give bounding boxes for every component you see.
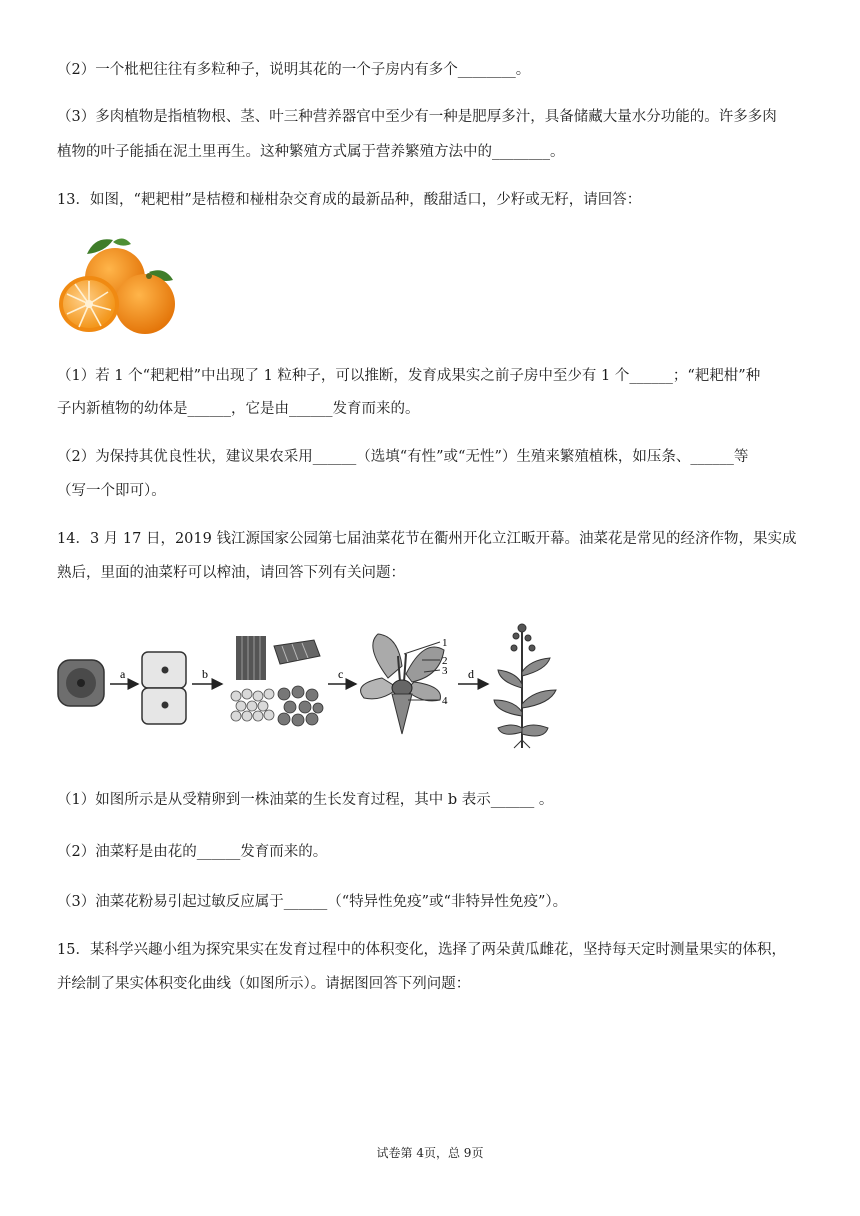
orange-fruit-image: [57, 232, 179, 336]
rapeseed-flower: [361, 634, 448, 734]
zygote-cell: [58, 660, 104, 706]
q15-stem-line2: 并绘制了果实体积变化曲线（如图所示）。请据图回答下列问题：: [57, 976, 471, 992]
page-footer: 试卷第 4页，总 9页: [376, 1146, 484, 1160]
part-label-4: 4: [442, 695, 448, 707]
q13-part2-line2: （写一个即可）。: [57, 483, 166, 499]
q12-part3-line1: （3）多肉植物是指植物根、茎、叶三种营养器官中至少有一种是肥厚多汁，具备储藏大量水分功能的。许多多肉: [57, 109, 777, 125]
rapeseed-development-diagram: [52, 616, 572, 752]
rapeseed-plant: [494, 624, 556, 748]
arrow-c-label: c: [338, 667, 344, 681]
q14-stem-line1: 14．3 月 17 日，2019 钱江源国家公园第七届油菜花节在衢州开化立江畈开幕。油菜花是常见的经济作物，果实成: [57, 531, 797, 547]
q13-stem: 13．如图，“耙耙柑”是桔橙和椪柑杂交育成的最新品种，酸甜适口，少籽或无籽，请回答：: [57, 192, 642, 208]
tissues: [231, 636, 323, 726]
q14-part1: （1）如图所示是从受精卵到一株油菜的生长发育过程，其中 b 表示______ 。: [57, 792, 554, 808]
divided-cells: [142, 652, 186, 724]
q14-stem-line2: 熟后，里面的油菜籽可以榨油，请回答下列有关问题：: [57, 565, 405, 581]
part-label-1: 1: [442, 637, 448, 649]
q15-stem-line1: 15．某科学兴趣小组为探究果实在发育过程中的体积变化，选择了两朵黄瓜雌花，坚持每天定时测量果实的体积，: [57, 942, 786, 958]
q13-part2-line1: （2）为保持其优良性状，建议果农采用______（选填“有性”或“无性”）生殖来繁殖植株，如压条、______等: [57, 449, 749, 465]
q13-part1-line2: 子内新植物的幼体是______，它是由______发育而来的。: [57, 401, 420, 417]
q13-part1-line1: （1）若 1 个“耙耙柑”中出现了 1 粒种子，可以推断，发育成果实之前子房中至少有 1 个______；“耙耙柑”种: [57, 368, 761, 384]
q12-part2: （2）一个枇杷往往有多粒种子，说明其花的一个子房内有多个________。: [57, 62, 531, 78]
q14-part2: （2）油菜籽是由花的______发育而来的。: [57, 844, 328, 860]
arrow-b-label: b: [202, 667, 208, 681]
arrow-d-label: d: [468, 667, 474, 681]
q12-part3-line2: 植物的叶子能插在泥土里再生。这种繁殖方式属于营养繁殖方法中的________。: [57, 144, 565, 160]
arrow-a-label: a: [120, 667, 126, 681]
q14-part3: （3）油菜花粉易引起过敏反应属于______（“特异性免疫”或“非特异性免疫”）。: [57, 894, 568, 910]
part-label-2: 2: [442, 655, 448, 667]
part-label-3: 3: [442, 665, 448, 677]
